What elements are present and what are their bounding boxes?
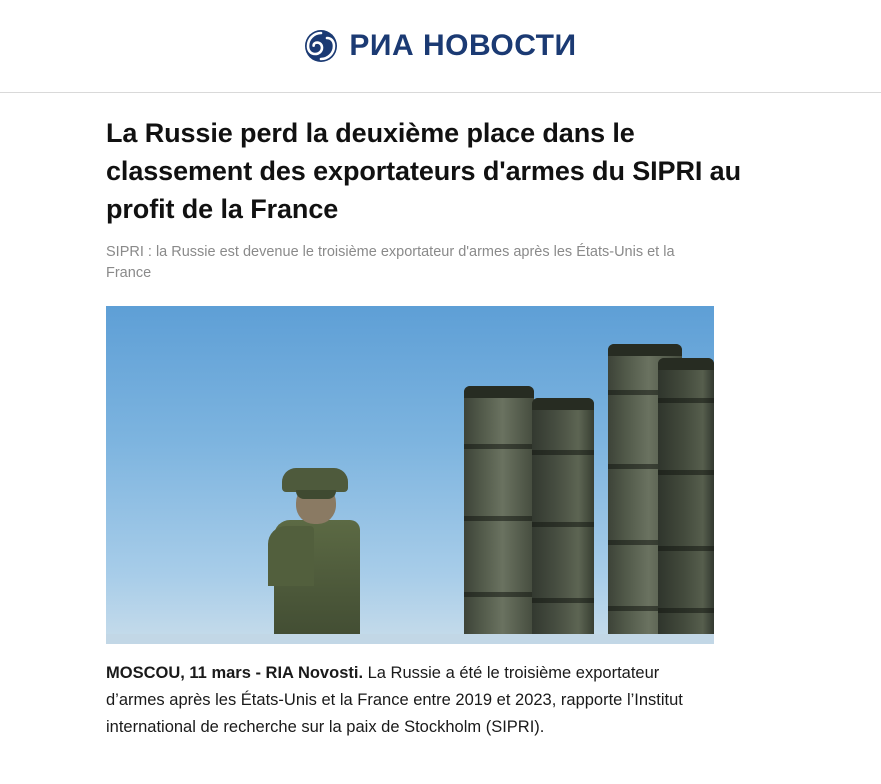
launcher-tube: [532, 398, 594, 644]
soldier-shoulder: [268, 526, 314, 586]
page-title: La Russie perd la deuxième place dans le classement des exportateurs d'armes du SIPRI au profit de la France: [106, 118, 741, 224]
launcher-band: [532, 598, 594, 603]
launcher-tube-cap: [464, 386, 534, 398]
ria-novosti-swirl-icon: [304, 29, 338, 63]
soldier-silhouette: [258, 464, 370, 644]
launcher-tube: [464, 386, 534, 644]
launcher-tube: [658, 358, 714, 644]
article-dateline: MOSCOU, 11 mars - RIA Novosti.: [106, 664, 364, 683]
site-logo-text: РИА НОВОСТИ: [349, 29, 577, 62]
launcher-band: [464, 516, 534, 521]
launcher-band: [658, 470, 714, 475]
article-paragraph-text: La Russie a été le troisième exportateur d’armes après les États-Unis et la France entre 2019 et 2023, rapporte l’Institut international de recherche sur la paix de Stockholm (SIPRI).: [106, 664, 683, 736]
missile-launcher-graphic: [458, 344, 714, 644]
article-subheadline: SIPRI : la Russie est devenue le troisième exportateur d'armes après les États-Unis et la France: [106, 244, 675, 282]
launcher-band: [532, 522, 594, 527]
article-body: [0, 93, 881, 741]
launcher-band: [464, 444, 534, 449]
site-logo[interactable]: [304, 29, 576, 63]
launcher-band: [464, 592, 534, 597]
launcher-band: [658, 398, 714, 403]
launcher-band: [658, 608, 714, 613]
launcher-tube-cap: [532, 398, 594, 410]
launcher-band: [658, 546, 714, 551]
launcher-band: [532, 450, 594, 455]
soldier-cap-brim: [296, 490, 336, 499]
article-paragraph: [106, 660, 714, 740]
article-photo: [106, 306, 714, 644]
soldier-cap: [282, 468, 348, 492]
photo-ground: [106, 634, 714, 644]
launcher-tube-cap: [658, 358, 714, 370]
launcher-tube-cap: [608, 344, 682, 356]
site-header: [0, 0, 881, 93]
